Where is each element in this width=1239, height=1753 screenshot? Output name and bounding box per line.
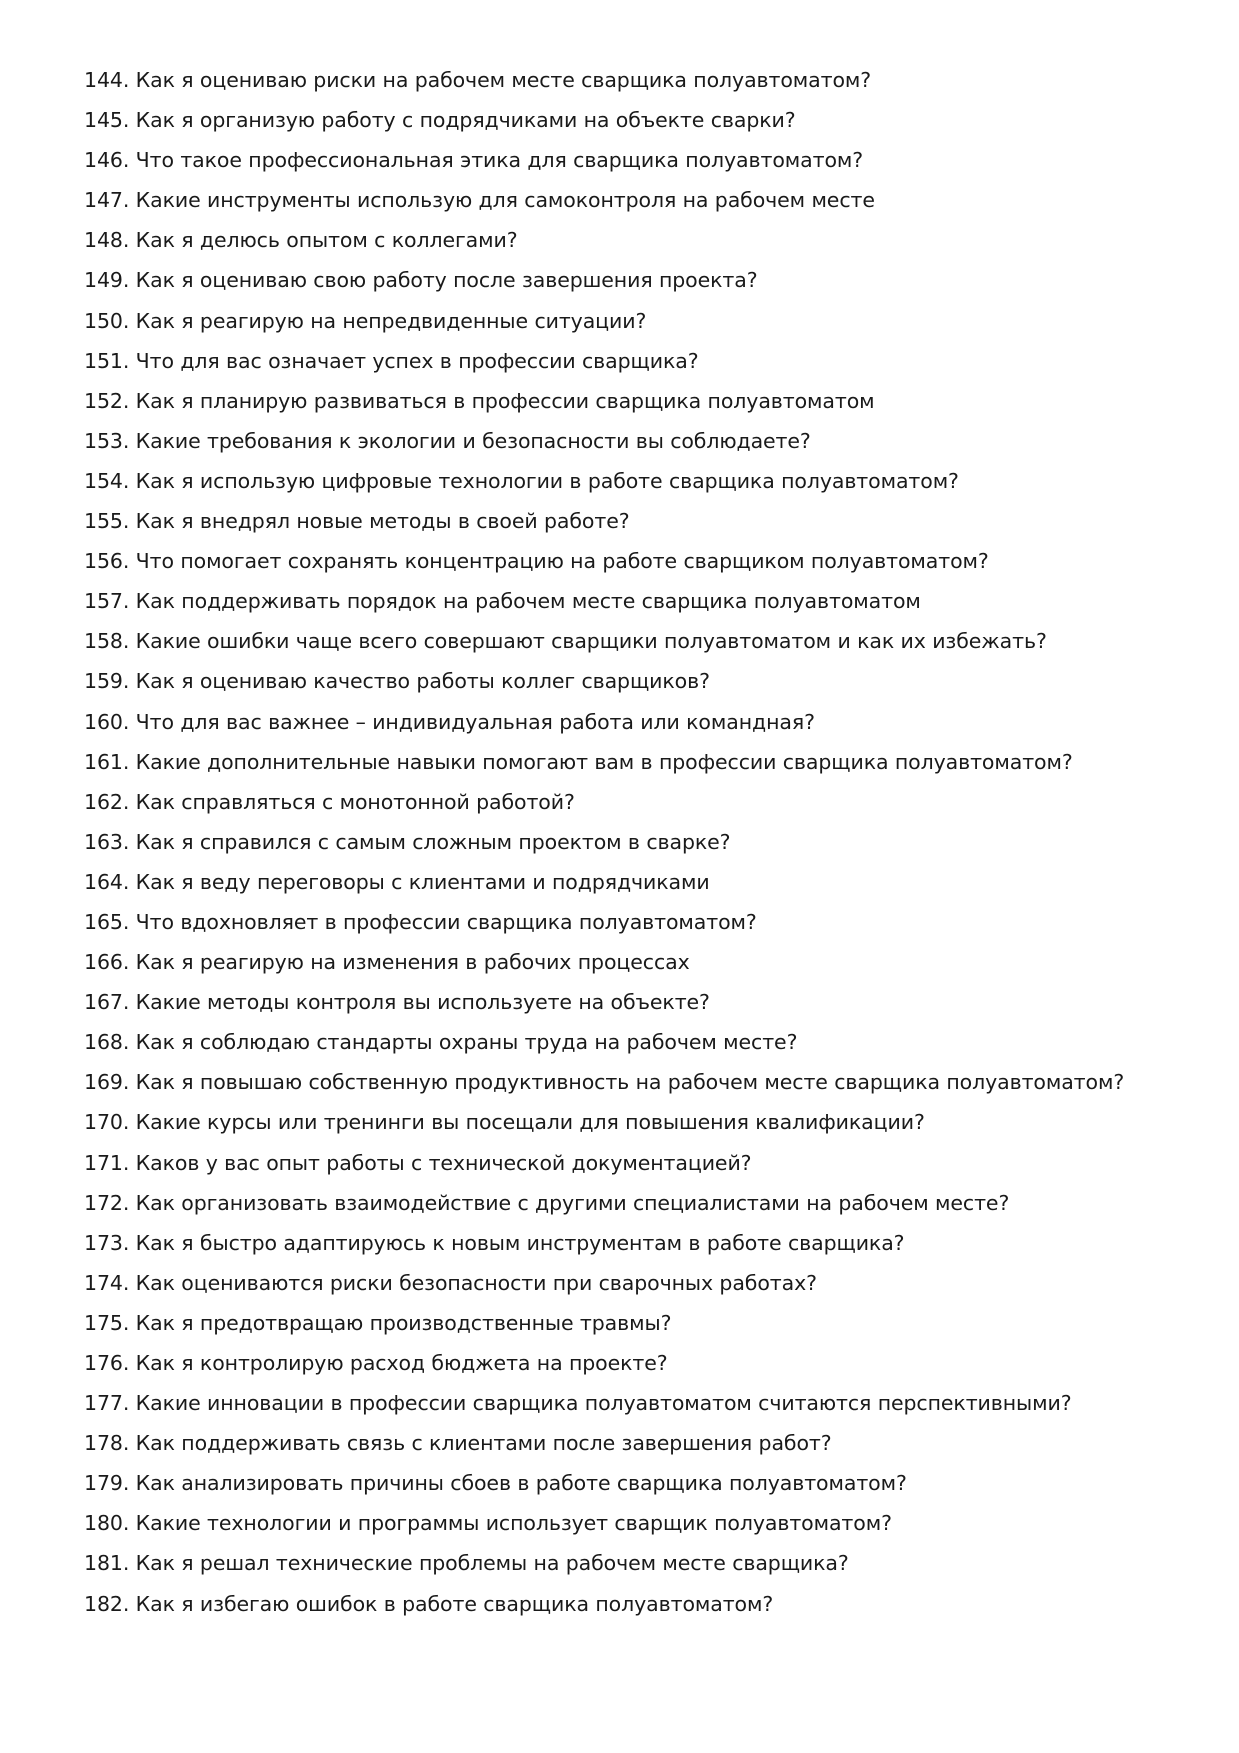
- question-number: 149.: [84, 268, 130, 293]
- question-text: Как справляться с монотонной работой?: [135, 789, 575, 814]
- question-number: 160.: [84, 709, 130, 734]
- question-number: 164.: [84, 869, 130, 894]
- question-number: 178.: [84, 1431, 130, 1456]
- question-text: Как поддерживать связь с клиентами после завершения работ?: [135, 1431, 832, 1456]
- question-number: 150.: [84, 308, 130, 333]
- question-number: 177.: [84, 1391, 130, 1416]
- question-item: [84, 661, 1174, 701]
- question-item: [84, 742, 1174, 782]
- question-item: [84, 1102, 1174, 1142]
- question-number: 154.: [84, 468, 130, 493]
- question-item: [84, 1543, 1174, 1583]
- question-item: [84, 1463, 1174, 1503]
- question-item: [84, 862, 1174, 902]
- question-number: 172.: [84, 1190, 130, 1215]
- question-number: 179.: [84, 1471, 130, 1496]
- question-item: [84, 140, 1174, 180]
- question-number: 171.: [84, 1150, 130, 1175]
- question-text: Как анализировать причины сбоев в работе сварщика полуавтоматом?: [135, 1471, 907, 1496]
- question-text: Что для вас означает успех в профессии сварщика?: [135, 348, 699, 373]
- question-text: Какие требования к экологии и безопасности вы соблюдаете?: [135, 428, 811, 453]
- question-text: Какие инновации в профессии сварщика полуавтоматом считаются перспективными?: [135, 1391, 1072, 1416]
- question-item: [84, 1423, 1174, 1463]
- question-number: 162.: [84, 789, 130, 814]
- question-number: 176.: [84, 1351, 130, 1375]
- question-text: Как я планирую развиваться в профессии сварщика полуавтоматом: [135, 388, 875, 413]
- question-item: [84, 1143, 1174, 1183]
- question-item: [84, 1303, 1174, 1343]
- question-item: [84, 1183, 1174, 1223]
- question-text: Как я контролирую расход бюджета на проекте?: [135, 1351, 668, 1375]
- question-text: Как я внедрял новые методы в своей работе?: [135, 509, 630, 534]
- question-text: Как я использую цифровые технологии в работе сварщика полуавтоматом?: [135, 468, 959, 493]
- question-text: Какие дополнительные навыки помогают вам в профессии сварщика полуавтоматом?: [135, 749, 1073, 774]
- question-item: [84, 1062, 1174, 1102]
- question-number: 175.: [84, 1310, 130, 1335]
- question-text: Как я справился с самым сложным проектом в сварке?: [135, 829, 731, 854]
- question-number: 144.: [84, 68, 130, 92]
- question-text: Какие методы контроля вы используете на объекте?: [135, 990, 710, 1015]
- question-number: 153.: [84, 428, 130, 453]
- question-item: [84, 982, 1174, 1022]
- question-item: [84, 341, 1174, 381]
- question-text: Как я решал технические проблемы на рабочем месте сварщика?: [135, 1551, 849, 1576]
- question-text: Как я реагирую на изменения в рабочих процессах: [135, 950, 690, 975]
- question-number: 158.: [84, 629, 130, 654]
- question-text: Как я соблюдаю стандарты охраны труда на рабочем месте?: [135, 1030, 798, 1055]
- question-text: Что для вас важнее – индивидуальная работа или командная?: [135, 709, 815, 734]
- question-text: Как я быстро адаптируюсь к новым инструментам в работе сварщика?: [135, 1230, 905, 1255]
- question-number: 147.: [84, 188, 130, 213]
- question-text: Какие инструменты использую для самоконтроля на рабочем месте: [135, 188, 875, 213]
- question-item: [84, 260, 1174, 300]
- question-number: 159.: [84, 669, 130, 694]
- question-number: 157.: [84, 589, 130, 614]
- question-number: 182.: [84, 1591, 130, 1616]
- question-number: 161.: [84, 749, 130, 774]
- question-text: Как организовать взаимодействие с другими специалистами на рабочем месте?: [135, 1190, 1010, 1215]
- question-number: 148.: [84, 228, 130, 253]
- question-text: Что помогает сохранять концентрацию на работе сварщиком полуавтоматом?: [135, 549, 989, 574]
- question-number: 163.: [84, 829, 130, 854]
- question-item: [84, 1343, 1174, 1383]
- question-text: Как я организую работу с подрядчиками на объекте сварки?: [135, 108, 796, 133]
- question-number: 152.: [84, 388, 130, 413]
- question-item: [84, 180, 1174, 220]
- question-number: 168.: [84, 1030, 130, 1055]
- question-item: [84, 381, 1174, 421]
- question-text: Как оцениваются риски безопасности при сварочных работах?: [135, 1270, 817, 1295]
- question-number: 173.: [84, 1230, 130, 1255]
- question-text: Как я оцениваю риски на рабочем месте сварщика полуавтоматом?: [135, 68, 872, 92]
- question-number: 145.: [84, 108, 130, 133]
- question-item: [84, 782, 1174, 822]
- question-text: Как я реагирую на непредвиденные ситуации?: [135, 308, 647, 333]
- question-text: Что вдохновляет в профессии сварщика полуавтоматом?: [135, 909, 757, 934]
- question-item: [84, 501, 1174, 541]
- question-item: [84, 1584, 1174, 1624]
- question-item: [84, 1503, 1174, 1543]
- question-number: 165.: [84, 909, 130, 934]
- question-text: Что такое профессиональная этика для сварщика полуавтоматом?: [135, 148, 864, 173]
- question-number: 180.: [84, 1511, 130, 1536]
- question-text: Как я делюсь опытом с коллегами?: [135, 228, 518, 253]
- question-item: [84, 581, 1174, 621]
- question-item: [84, 301, 1174, 341]
- document-page: [84, 60, 1174, 1624]
- question-number: 170.: [84, 1110, 130, 1135]
- question-item: [84, 60, 1174, 100]
- question-text: Как я предотвращаю производственные травмы?: [135, 1310, 672, 1335]
- question-item: [84, 1223, 1174, 1263]
- question-item: [84, 702, 1174, 742]
- question-text: Как я повышаю собственную продуктивность на рабочем месте сварщика полуавтоматом?: [135, 1070, 1125, 1095]
- question-item: [84, 1383, 1174, 1423]
- question-number: 166.: [84, 950, 130, 975]
- question-text: Как я избегаю ошибок в работе сварщика полуавтоматом?: [135, 1591, 774, 1616]
- question-number: 169.: [84, 1070, 130, 1095]
- question-item: [84, 942, 1174, 982]
- question-item: [84, 461, 1174, 501]
- question-number: 156.: [84, 549, 130, 574]
- question-number: 174.: [84, 1270, 130, 1295]
- question-item: [84, 902, 1174, 942]
- question-item: [84, 1022, 1174, 1062]
- question-item: [84, 621, 1174, 661]
- question-item: [84, 220, 1174, 260]
- question-text: Как я оцениваю качество работы коллег сварщиков?: [135, 669, 710, 694]
- question-text: Как я оцениваю свою работу после завершения проекта?: [135, 268, 758, 293]
- question-text: Как поддерживать порядок на рабочем месте сварщика полуавтоматом: [135, 589, 921, 614]
- question-text: Какие курсы или тренинги вы посещали для повышения квалификации?: [135, 1110, 925, 1135]
- question-list: [84, 60, 1174, 1624]
- question-number: 146.: [84, 148, 130, 173]
- question-item: [84, 100, 1174, 140]
- question-item: [84, 541, 1174, 581]
- question-text: Какие технологии и программы использует сварщик полуавтоматом?: [135, 1511, 892, 1536]
- question-text: Как я веду переговоры с клиентами и подрядчиками: [135, 869, 710, 894]
- question-number: 167.: [84, 990, 130, 1015]
- question-number: 181.: [84, 1551, 130, 1576]
- question-item: [84, 421, 1174, 461]
- question-text: Каков у вас опыт работы с технической документацией?: [135, 1150, 752, 1175]
- question-item: [84, 822, 1174, 862]
- question-number: 151.: [84, 348, 130, 373]
- question-number: 155.: [84, 509, 130, 534]
- question-text: Какие ошибки чаще всего совершают сварщики полуавтоматом и как их избежать?: [135, 629, 1047, 654]
- question-item: [84, 1263, 1174, 1303]
